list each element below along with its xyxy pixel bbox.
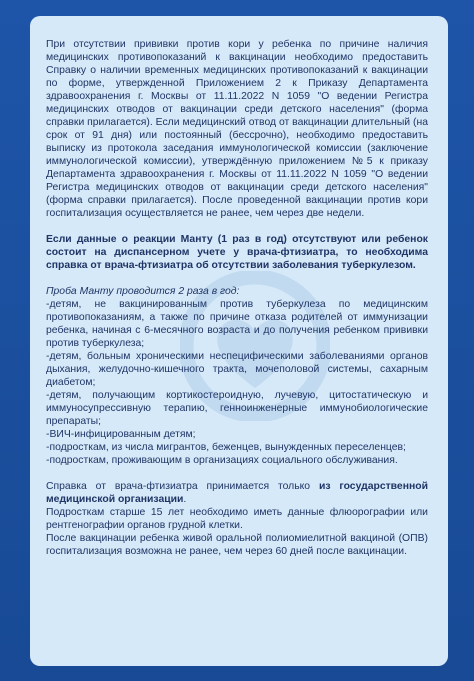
list-item: -подросткам, из числа мигрантов, беженцев, вынужденных переселенцев;	[46, 442, 406, 453]
content-card	[30, 16, 448, 666]
list-item: -подросткам, проживающим в организациях социального обслуживания.	[46, 455, 398, 466]
certificate-end: .	[183, 494, 187, 505]
state-organization-text: из государственной медицинской организации	[46, 481, 429, 505]
phthisiatrician-certificate-paragraph	[46, 480, 428, 506]
certificate-text: Справка от врача-фтизиатра принимается только	[46, 481, 319, 492]
mantoux-requirement-paragraph: Если данные о реакции Манту (1 раз в год) отсутствуют или ребенок состоит на диспансерном учете у врача-фтизиатра, то необходима справка от врача-фтизиатра об отсутствии заболевания туберкулезом.	[46, 234, 428, 271]
mantoux-list	[46, 285, 428, 467]
fluorography-paragraph: Подросткам старше 15 лет необходимо иметь данные флюорографии или рентгенографии органов грудной клетки.	[46, 507, 428, 531]
polio-vaccine-paragraph: После вакцинации ребенка живой оральной полиомиелитной вакциной (ОПВ) госпитализация возможна не ранее, чем через 60 дней после вакцинации.	[46, 533, 428, 557]
vaccination-exemption-paragraph: При отсутствии прививки против кори у ребенка по причине наличия медицинских противопоказаний к вакцинации необходимо предоставить Справку о наличии временных медицинских противопоказаний к вакцинации по форме, утвержденной Приложением 2 к Приказу Департамента здравоохранения г. Москвы от 11.11.2022 N 1059 "О ведении Регистра медицинских отводов от вакцинации среди детского населения" (форма справки прилагается). Если медицинский отвод от вакцинации длительный (на срок от 91 дня) или постоянный (бессрочно), необходимо предоставить выписку из протокола заседания иммунологической комиссии (заключение иммунологической комиссии), утверждённую приложением №5 к приказу Департамента здравоохранения г. Москвы от 11.11.2022 N 1059 "О ведении Регистра медицинских отводов от вакцинации среди детского населения" (форма справки прилагается). После проведенной вакцинации против кори госпитализация осуществляется не ранее, чем через две недели.	[46, 39, 428, 219]
list-item: -детям, больным хроническими неспецифическими заболеваниями органов дыхания, желудочно-кишечного тракта, мочеполовой системы, сахарным диабетом;	[46, 351, 428, 388]
list-item: -детям, не вакцинированным против туберкулеза по медицинским противопоказаниям, а также по причине отказа родителей от иммунизации ребенка, начиная с 6-месячного возраста и до получения ребенком прививки против туберкулеза;	[46, 299, 428, 349]
list-item: -детям, получающим кортикостероидную, лучевую, цитостатическую и иммуносупрессивную терапию, генноинженерные иммунобиологические препараты;	[46, 390, 428, 427]
mantoux-list-intro: Проба Манту проводится 2 раза в год:	[46, 286, 240, 297]
list-item: -ВИЧ-инфицированным детям;	[46, 429, 196, 440]
